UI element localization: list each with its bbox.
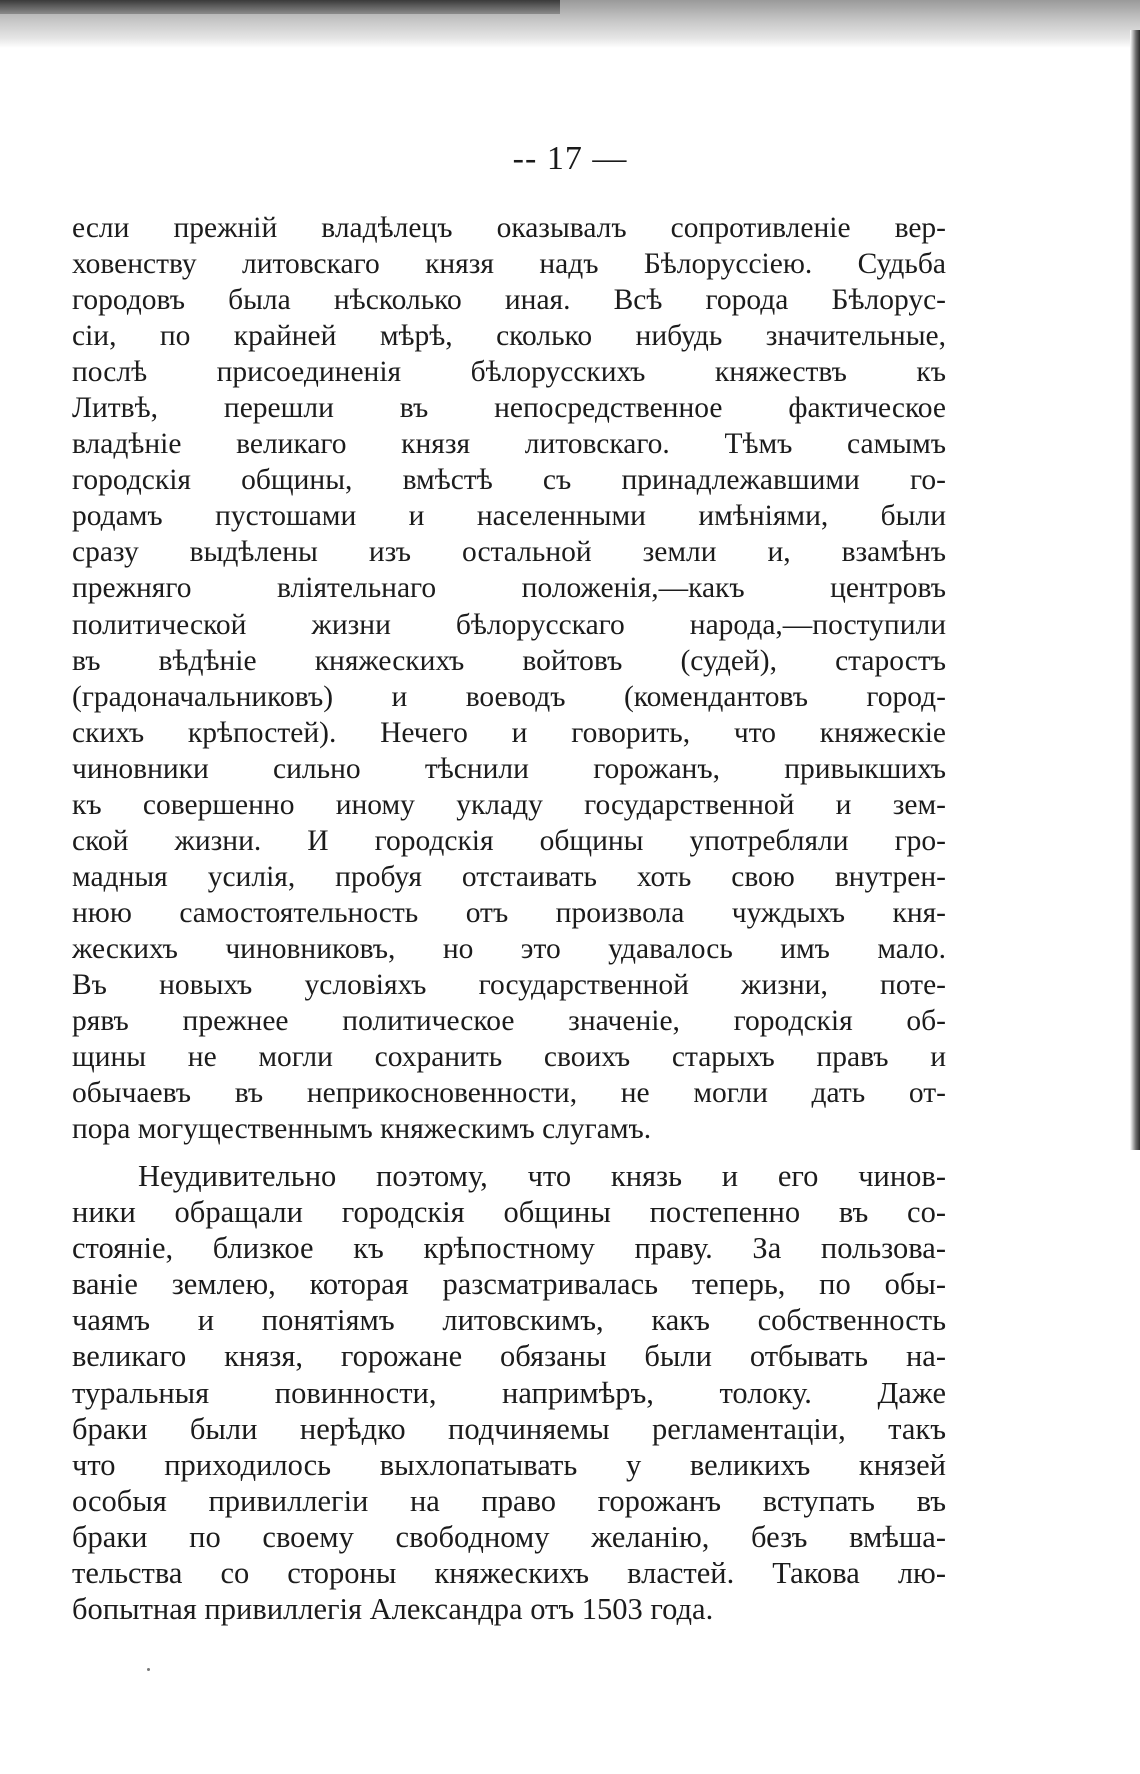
text-line: городовъ была нѣсколько иная. Всѣ города Бѣлорус- <box>72 284 946 317</box>
text-line: браки были нерѣдко подчиняемы регламентаціи, такъ <box>72 1411 946 1446</box>
text-line: тельства со стороны княжескихъ властей. Такова лю- <box>72 1556 946 1591</box>
text-line: браки по своему свободному желанію, безъ вмѣша- <box>72 1519 946 1554</box>
text-line: бопытная привиллегія Александра отъ 1503 года. <box>72 1592 714 1627</box>
text-line: ваніе землею, которая разсматривалась теперь, по обы- <box>72 1267 946 1302</box>
text-line: въ вѣдѣніе княжескихъ войтовъ (судей), старостъ <box>72 644 946 677</box>
text-line: ники обращали городскія общины постепенно въ со- <box>72 1195 946 1230</box>
text-line: Въ новыхъ условіяхъ государственной жизни, поте- <box>72 968 946 1001</box>
text-line: политической жизни бѣлорусскаго народа,—поступили <box>72 608 946 641</box>
scan-right-edge <box>1130 30 1140 1150</box>
text-line: мадныя усилія, пробуя отстаивать хоть свою внутрен- <box>72 860 946 893</box>
text-line: стояніе, близкое къ крѣпостному праву. За пользова- <box>72 1231 946 1266</box>
paragraph-2 <box>72 1158 946 1627</box>
text-line: что приходилось выхлопатывать у великихъ князей <box>72 1447 946 1482</box>
text-line: великаго князя, горожане обязаны были отбывать на- <box>72 1339 946 1374</box>
text-line: сразу выдѣлены изъ остальной земли и, взамѣнъ <box>72 536 946 569</box>
scan-top-dark-edge <box>0 0 560 14</box>
text-line: жескихъ чиновниковъ, но это удавалось имъ мало. <box>72 932 946 965</box>
text-line: Неудивительно поэтому, что князь и его чинов- <box>138 1159 946 1193</box>
page-number: -- 17 — <box>512 140 628 177</box>
scan-speck <box>147 1668 150 1671</box>
text-line: если прежній владѣлецъ оказывалъ сопротивленіе вер- <box>72 212 946 244</box>
text-line: чиновники сильно тѣснили горожанъ, привыкшихъ <box>72 752 946 785</box>
text-line: щины не могли сохранить своихъ старыхъ правъ и <box>72 1041 946 1074</box>
text-line: (градоначальниковъ) и воеводъ (комендантовъ город- <box>72 680 946 713</box>
text-line: прежняго вліятельнаго положенія,—какъ центровъ <box>72 572 946 605</box>
text-line: сіи, по крайней мѣрѣ, сколько нибудь значительные, <box>72 320 946 353</box>
text-line: владѣніе великаго князя литовскаго. Тѣмъ самымъ <box>72 428 946 461</box>
text-line: чаямъ и понятіямъ литовскимъ, какъ собственность <box>72 1303 946 1338</box>
text-line: рявъ прежнее политическое значеніе, городскія об- <box>72 1005 946 1038</box>
text-line: родамъ пустошами и населенными имѣніями, были <box>72 500 946 533</box>
text-line: обычаевъ въ неприкосновенности, не могли дать от- <box>72 1077 946 1110</box>
text-line: послѣ присоединенія бѣлорусскихъ княжествъ къ <box>72 356 946 389</box>
text-line: скихъ крѣпостей). Нечего и говорить, что княжескіе <box>72 716 946 749</box>
text-line: ховенству литовскаго князя надъ Бѣлоруссіею. Судьба <box>72 248 946 281</box>
text-line: городскія общины, вмѣстѣ съ принадлежавшими го- <box>72 464 946 497</box>
text-line: Литвѣ, перешли въ непосредственное фактическое <box>72 392 946 425</box>
text-line: особыя привиллегіи на право горожанъ вступать въ <box>72 1483 946 1518</box>
text-line: пора могущественнымъ княжескимъ слугамъ. <box>72 1113 652 1146</box>
text-line: къ совершенно иному укладу государственной и зем- <box>72 788 946 821</box>
text-line: туральныя повинности, напримѣръ, толоку. Даже <box>72 1375 946 1410</box>
text-line: нюю самостоятельность отъ произвола чуждыхъ кня- <box>72 896 946 929</box>
text-line: ской жизни. И городскія общины употребляли гро- <box>72 824 946 857</box>
paragraph-1 <box>72 210 946 1147</box>
